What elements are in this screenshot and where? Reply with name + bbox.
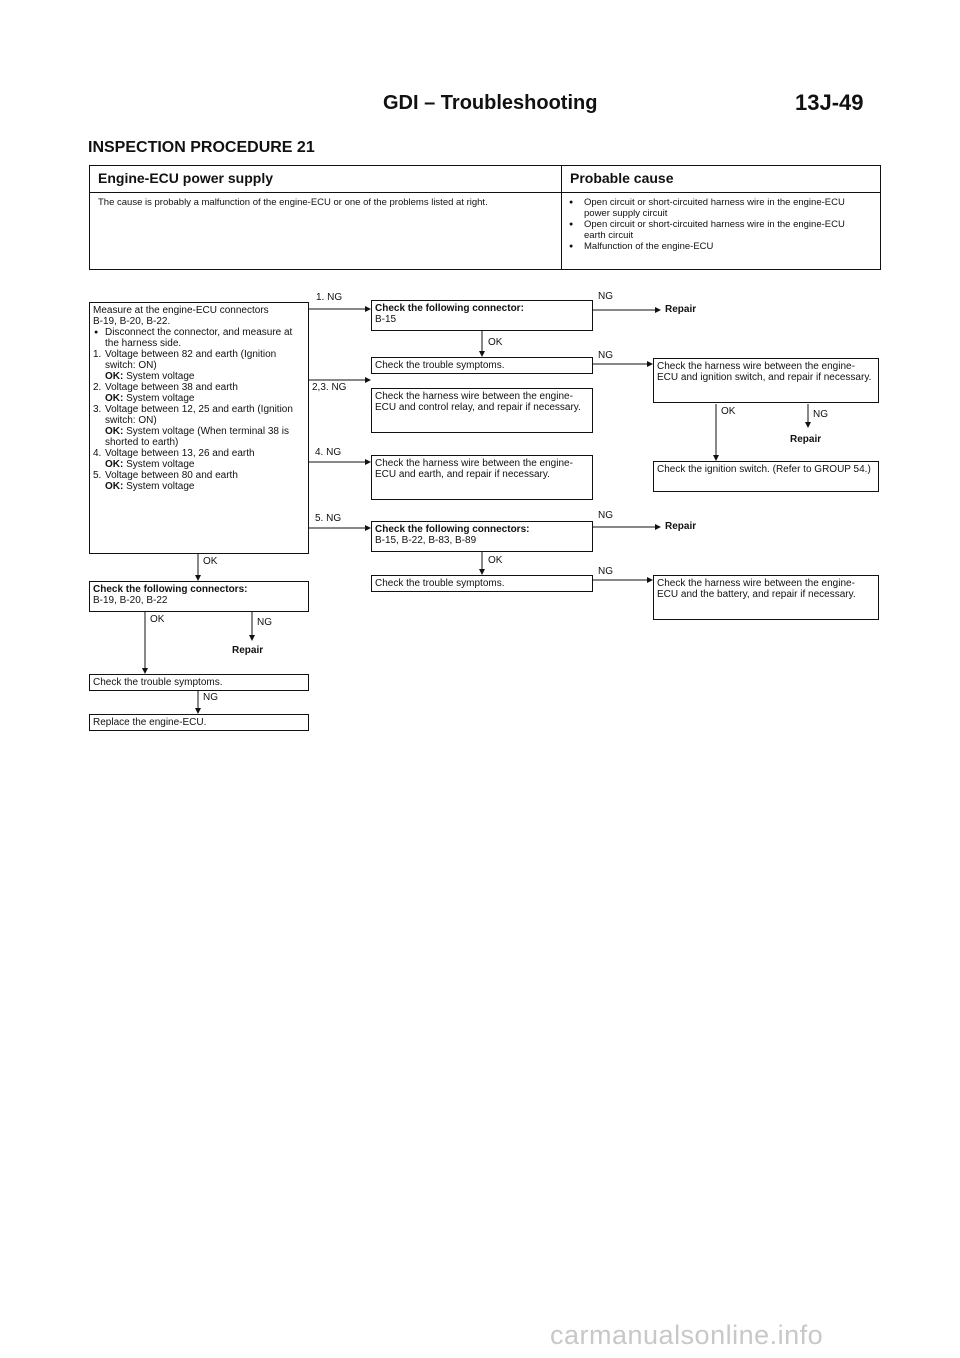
cause-description: The cause is probably a malfunction of the engine-ECU or one of the problems listed at right. bbox=[98, 197, 488, 208]
measure-item: 5. Voltage between 80 and earth OK: System voltage bbox=[93, 470, 238, 492]
measure-item: 4. Voltage between 13, 26 and earth OK: System voltage bbox=[93, 448, 255, 470]
measure-line2: B-19, B-20, B-22. bbox=[93, 316, 171, 327]
ok-label: OK bbox=[488, 337, 503, 348]
measure-bullet: ● Disconnect the connector, and measure at the harness side. bbox=[93, 327, 305, 349]
page-number: 13J-49 bbox=[795, 90, 864, 115]
ng-label: NG bbox=[257, 617, 272, 628]
ng-label: NG bbox=[203, 692, 218, 703]
replace-ecu-box: Replace the engine-ECU. bbox=[89, 714, 309, 731]
measure-box bbox=[89, 302, 309, 554]
repair-label: Repair bbox=[665, 304, 697, 315]
cause-item: ● Malfunction of the engine-ECU bbox=[566, 241, 866, 252]
check-connectors-mid: Check the following connectors: B-15, B-22, B-83, B-89 bbox=[371, 521, 593, 552]
harness-relay-box: Check the harness wire between the engine-ECU and control relay, and repair if necessary. bbox=[371, 388, 593, 433]
section-title: GDI – Troubleshooting bbox=[383, 92, 598, 114]
footer-watermark: carmanualsonline.info bbox=[550, 1320, 824, 1350]
check-connector-b15: Check the following connector: B-15 bbox=[371, 300, 593, 331]
procedure-title: INSPECTION PROCEDURE 21 bbox=[88, 139, 315, 156]
repair-label: Repair bbox=[232, 645, 264, 656]
measure-line1: Measure at the engine-ECU connectors bbox=[93, 305, 269, 316]
ng-label: NG bbox=[813, 409, 828, 420]
repair-label: Repair bbox=[790, 434, 822, 445]
measure-item: 2. Voltage between 38 and earth OK: System voltage bbox=[93, 382, 238, 404]
trouble-symptoms-left: Check the trouble symptoms. bbox=[89, 674, 309, 691]
ok-label: OK bbox=[721, 406, 736, 417]
ng-label: NG bbox=[598, 566, 613, 577]
ignition-switch-box: Check the ignition switch. (Refer to GROUP 54.) bbox=[653, 461, 879, 492]
measure-item: 3. Voltage between 12, 25 and earth (Ignition switch: ON) OK: System voltage (When terminal 38 is shorted to earth) bbox=[93, 404, 293, 448]
cause-item: ● Open circuit or short-circuited harness wire in the engine-ECU earth circuit bbox=[566, 219, 866, 241]
cause-right-heading: Probable cause bbox=[570, 170, 674, 186]
ng-label: NG bbox=[598, 350, 613, 361]
ok-label: OK bbox=[203, 556, 218, 567]
branch-label-4-ng: 4. NG bbox=[315, 447, 342, 458]
ok-label: OK bbox=[488, 555, 503, 566]
repair-label: Repair bbox=[665, 521, 697, 532]
trouble-symptoms-mid-2: Check the trouble symptoms. bbox=[371, 575, 593, 592]
check-connectors-left: Check the following connectors: B-19, B-20, B-22 bbox=[89, 581, 309, 612]
cause-item: ● Open circuit or short-circuited harness wire in the engine-ECU power supply circuit bbox=[566, 197, 866, 219]
trouble-symptoms-mid-1: Check the trouble symptoms. bbox=[371, 357, 593, 374]
harness-battery-box: Check the harness wire between the engine-ECU and the battery, and repair if necessary. bbox=[653, 575, 879, 620]
branch-label-23-ng: 2,3. NG bbox=[312, 382, 347, 393]
cause-left-heading: Engine-ECU power supply bbox=[98, 170, 274, 186]
ng-label: NG bbox=[598, 510, 613, 521]
ok-label: OK bbox=[150, 614, 165, 625]
harness-earth-box: Check the harness wire between the engine-ECU and earth, and repair if necessary. bbox=[371, 455, 593, 500]
harness-ignition-box: Check the harness wire between the engine-ECU and ignition switch, and repair if necessary. bbox=[653, 358, 879, 403]
branch-label-1-ng: 1. NG bbox=[316, 292, 343, 303]
measure-item: 1. Voltage between 82 and earth (Ignition switch: ON) OK: System voltage bbox=[93, 349, 277, 382]
ng-label: NG bbox=[598, 291, 613, 302]
branch-label-5-ng: 5. NG bbox=[315, 513, 342, 524]
